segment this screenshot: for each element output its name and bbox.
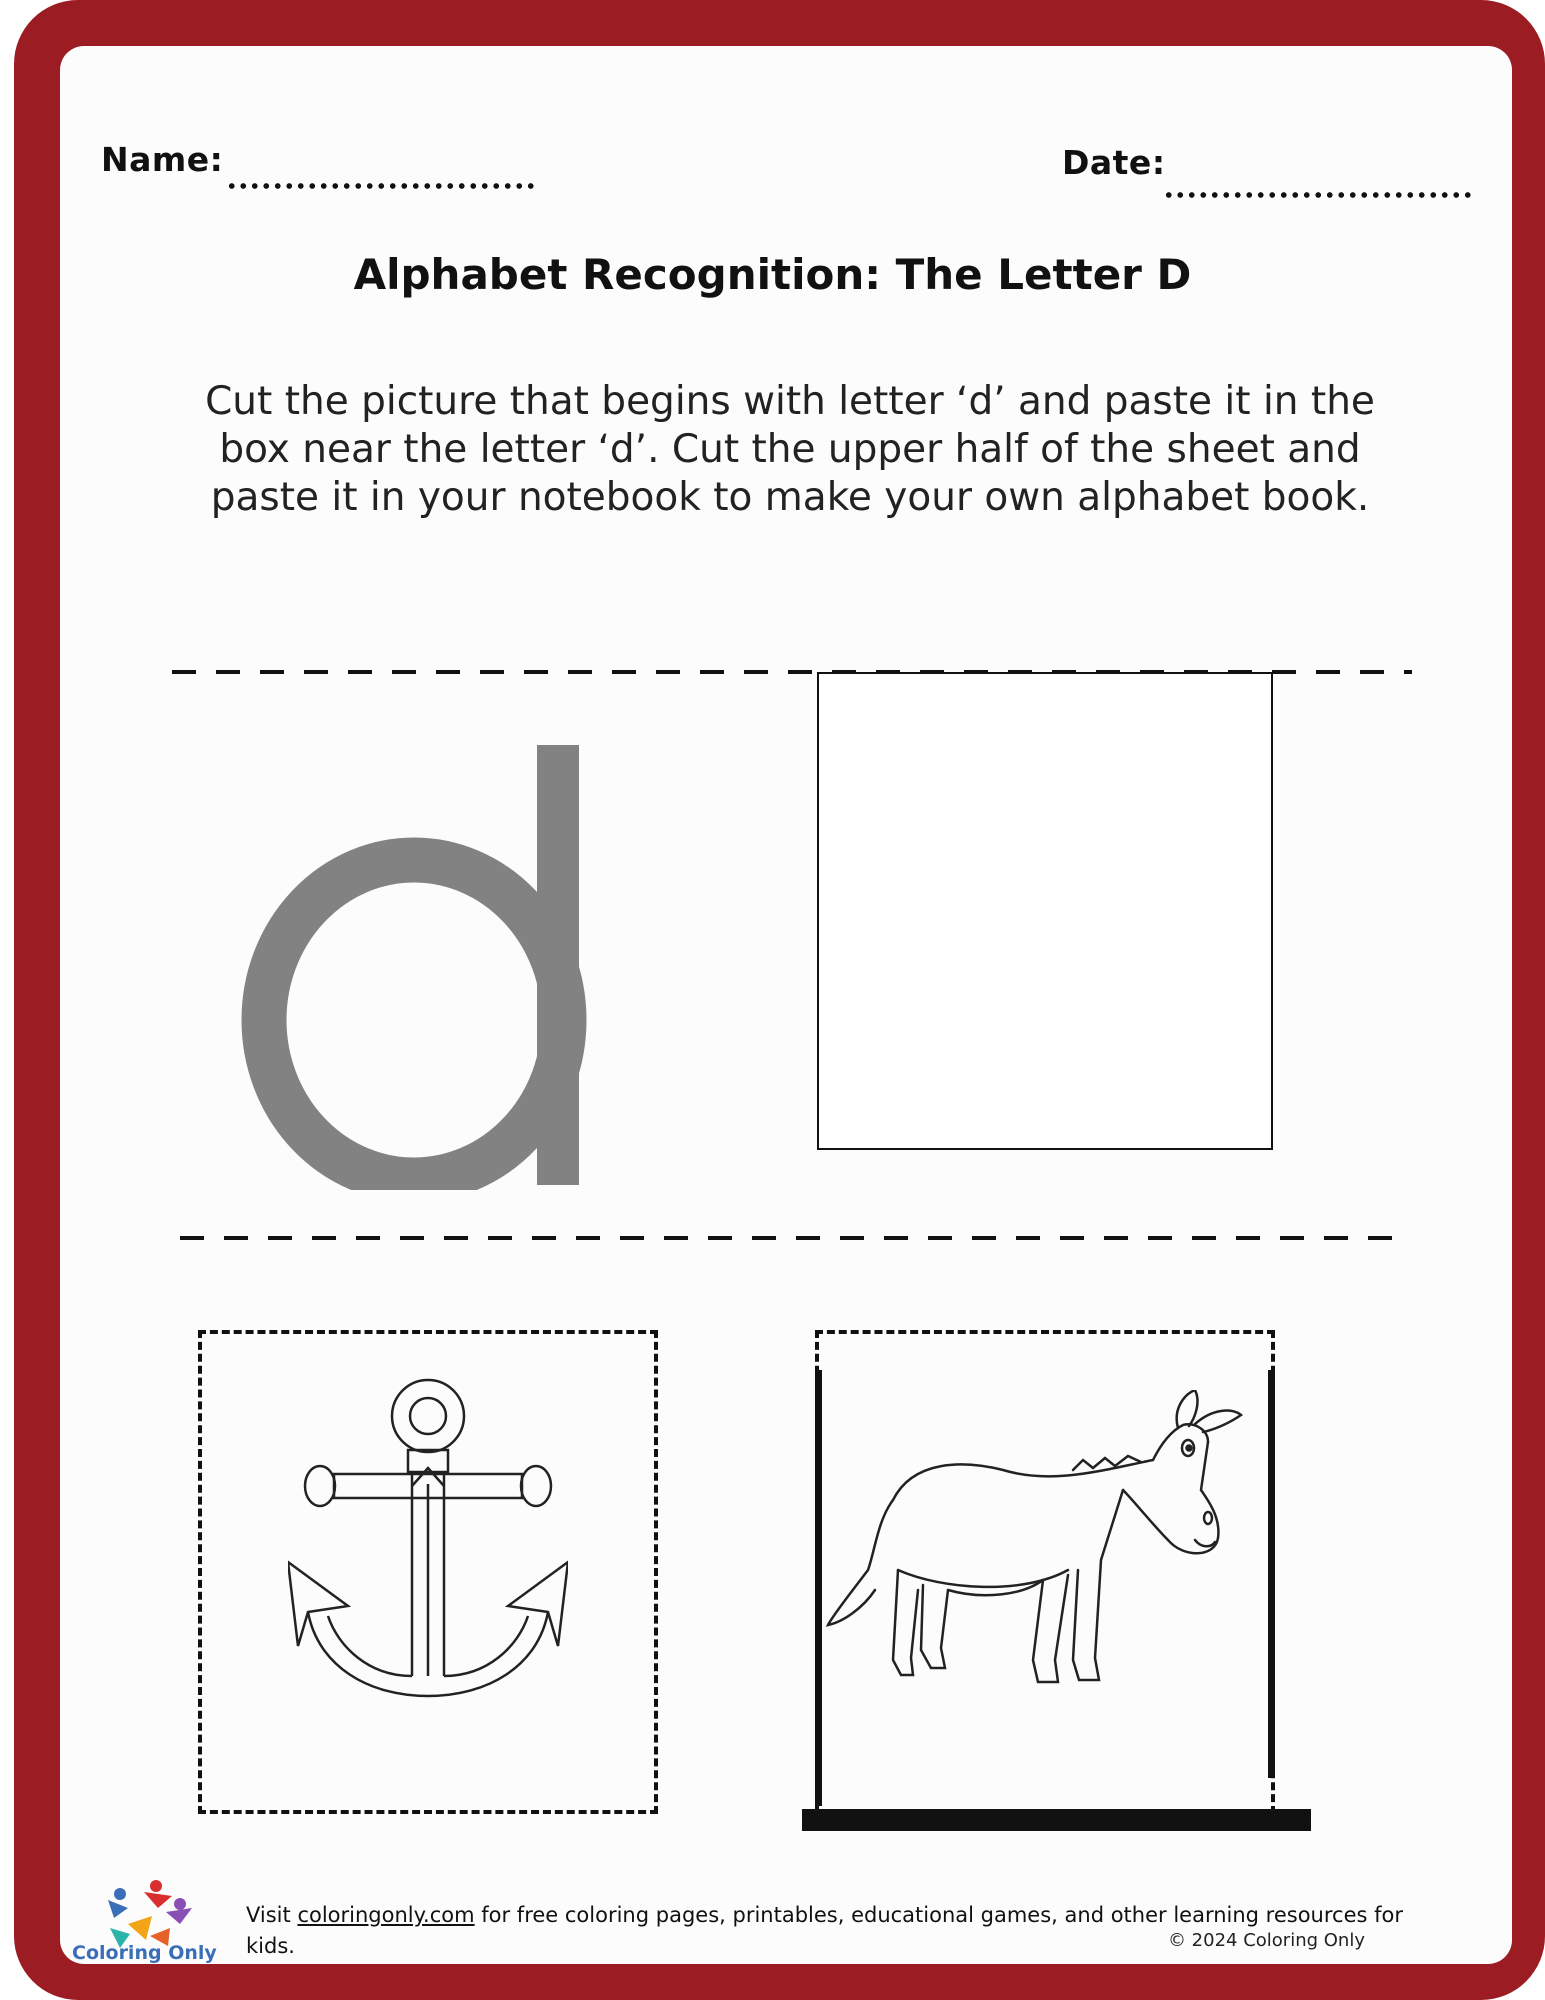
name-label: Name:: [101, 140, 224, 179]
logo-text: Coloring Only: [72, 1942, 217, 1964]
date-field[interactable]: [1163, 191, 1473, 199]
name-field[interactable]: [226, 182, 536, 190]
copyright-text: © 2024 Coloring Only: [1167, 1930, 1365, 1951]
worksheet-title: Alphabet Recognition: The Letter D: [353, 250, 1192, 299]
letter-d-text: d: [240, 740, 241, 741]
anchor-card[interactable]: [198, 1330, 658, 1814]
donkey-card[interactable]: [815, 1330, 1275, 1814]
donkey-icon: [823, 1390, 1243, 1720]
footer-visit-prefix: Visit: [246, 1903, 298, 1927]
card-thick-right: [1268, 1370, 1275, 1778]
instructions-text: Cut the picture that begins with letter ‘d’ and paste it in the box near the letter ‘d’. Cut the upper half of the sheet and paste it in your notebook to make your own alphabet book.: [205, 379, 1375, 520]
card-thick-left: [815, 1370, 822, 1806]
middle-cut-line: [180, 1236, 1395, 1240]
letter-d-glyph: [240, 740, 600, 1190]
card-thick-bottom: [802, 1809, 1311, 1831]
website-link[interactable]: coloringonly.com: [297, 1903, 475, 1927]
anchor-icon: [288, 1376, 568, 1756]
footer-visit-suffix: for free coloring pages, printables, educational games, and other learning resources for kids.: [246, 1903, 1403, 1958]
paste-box[interactable]: [817, 672, 1273, 1150]
date-label: Date:: [1062, 143, 1166, 182]
